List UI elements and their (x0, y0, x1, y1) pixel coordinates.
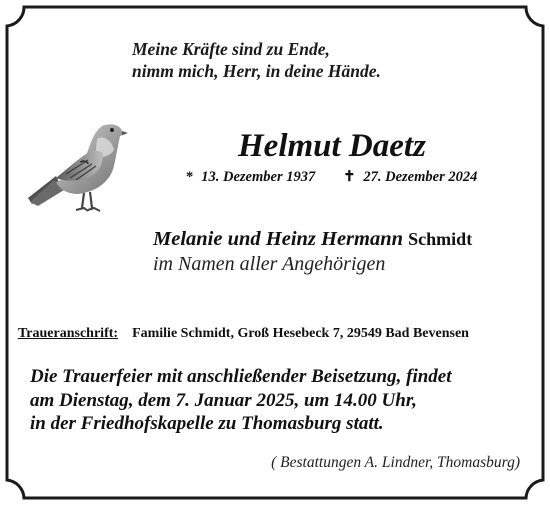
mourners-block (153, 226, 472, 276)
service-line-1: Die Trauerfeier mit anschließender Beisetzung, findet (30, 366, 452, 387)
mourners-first: Melanie und Heinz Hermann (153, 228, 404, 250)
address-value: Familie Schmidt, Groß Hesebeck 7, 29549 Bad Bevensen (132, 326, 469, 341)
deceased-name: Helmut Daetz (238, 128, 426, 164)
death-date: 27. Dezember 2024 (363, 169, 478, 185)
death-cross-icon: ✝ (343, 169, 356, 185)
service-announcement (30, 365, 452, 436)
birth-date: 13. Dezember 1937 (201, 169, 316, 185)
service-line-3: in der Friedhofskapelle zu Thomasburg statt. (30, 413, 384, 434)
bible-quote (132, 38, 381, 82)
quote-line-2: nimm mich, Herr, in deine Hände. (132, 61, 381, 81)
mourning-address (18, 325, 469, 343)
mourners-subtitle: im Namen aller Angehörigen (153, 253, 386, 275)
dove-icon (26, 116, 130, 218)
mourners-names (153, 226, 472, 252)
address-label: Traueranschrift: (18, 326, 119, 341)
birth-star-icon: * (186, 169, 194, 185)
mourners-last: Schmidt (408, 229, 473, 249)
quote-line-1: Meine Kräfte sind zu Ende, (132, 39, 330, 59)
undertaker-credit: ( Bestattungen A. Lindner, Thomasburg) (271, 454, 520, 471)
life-dates (186, 168, 477, 186)
service-line-2: am Dienstag, dem 7. Januar 2025, um 14.00 Uhr, (30, 389, 417, 411)
